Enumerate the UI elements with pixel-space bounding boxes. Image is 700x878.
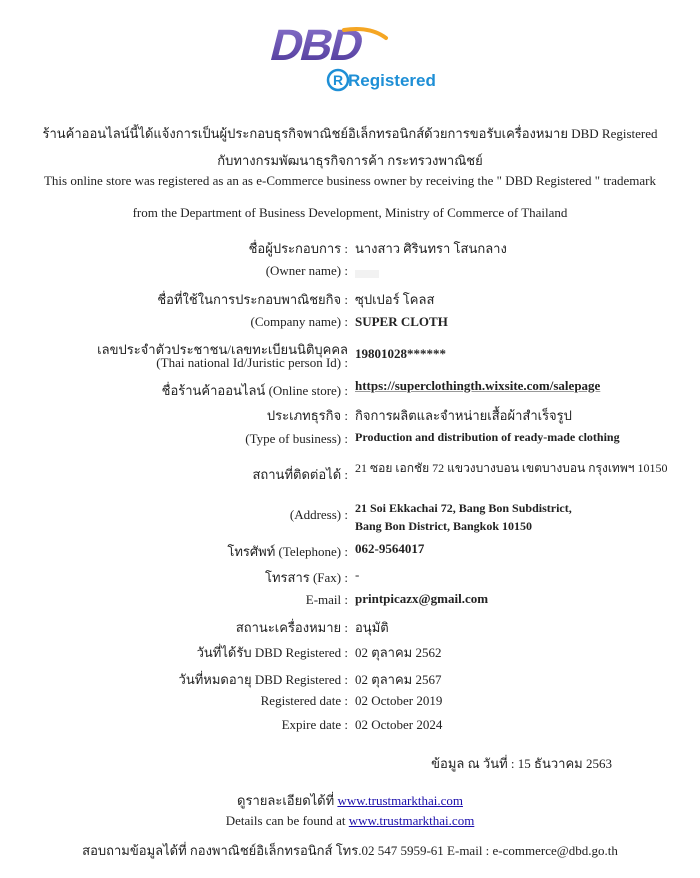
id-value: 19801028****** (355, 346, 446, 361)
footer-details-thai-prefix: ดูรายละเอียดได้ที่ (237, 793, 335, 808)
header-thai-line-1: ร้านค้าออนไลน์นี้ได้แจ้งการเป็นผู้ประกอบธุรกิจพาณิชย์อิเล็กทรอนิกส์ด้วยการขอรับเครื่องหมาย DBD Registered (42, 126, 658, 141)
header-thai-line-2: กับทางกรมพัฒนาธุรกิจการค้า กระทรวงพาณิชย์ (217, 153, 483, 168)
registered-date-thai-label: วันที่ได้รับ DBD Registered : (196, 645, 348, 660)
company-name-english-label: (Company name) : (250, 314, 348, 329)
footer-contact-info: สอบถามข้อมูลได้ที่ กองพาณิชย์อิเล็กทรอนิกส์ โทร.02 547 5959-61 E-mail : e-commerce@dbd.go.th (82, 843, 618, 858)
company-name-thai-value: ซุปเปอร์ โคลส (355, 292, 435, 307)
registered-date-thai-value: 02 ตุลาคม 2562 (355, 645, 442, 660)
address-english-label: (Address) : (289, 507, 348, 522)
address-thai-label: สถานที่ติดต่อได้ : (252, 467, 348, 482)
online-store-link[interactable] (355, 378, 600, 394)
id-label-english: (Thai national Id/Juristic person Id) : (156, 355, 348, 370)
status-label: สถานะเครื่องหมาย : (235, 620, 348, 635)
expire-date-thai-value: 02 ตุลาคม 2567 (355, 672, 442, 687)
dbd-registered-logo (258, 20, 448, 100)
id-label-thai: เลขประจำตัวประชาชน/เลขทะเบียนนิติบุคคล (97, 342, 348, 357)
footer-details-thai (0, 790, 700, 811)
registered-date-english-label: Registered date : (260, 693, 348, 708)
email-label: E-mail : (305, 592, 348, 607)
address-english-line-1: 21 Soi Ekkachai 72, Bang Bon Subdistrict, (355, 501, 572, 515)
expire-date-thai-label: วันที่หมดอายุ DBD Registered : (178, 672, 348, 687)
data-as-of-date: ข้อมูล ณ วันที่ : 15 ธันวาคม 2563 (431, 756, 612, 771)
fax-value: - (355, 567, 360, 582)
expire-date-english-label: Expire date : (281, 717, 348, 732)
registered-text: Registered (348, 71, 436, 90)
company-name-english-value: SUPER CLOTH (355, 314, 448, 329)
header-english-line-2: from the Department of Business Development, Ministry of Commerce of Thailand (132, 205, 568, 220)
footer-details-english-prefix: Details can be found at (225, 813, 346, 828)
business-type-thai-value: กิจการผลิตและจำหน่ายเสื้อผ้าสำเร็จรูป (355, 408, 572, 423)
status-value: อนุมัติ (355, 620, 389, 635)
address-thai-value: 21 ซอย เอกชัย 72 แขวงบางบอน เขตบางบอน กรุงเทพฯ 10150 (355, 461, 668, 475)
footer-details-english (0, 813, 700, 829)
fax-label: โทรสาร (Fax) : (264, 570, 348, 585)
address-english-line-2: Bang Bon District, Bangkok 10150 (355, 519, 533, 533)
header-english-line-1: This online store was registered as an as e-Commerce business owner by receiving the " DBD Registered " trademark (43, 173, 657, 188)
business-type-english-value: Production and distribution of ready-made clothing (355, 430, 620, 444)
telephone-label: โทรศัพท์ (Telephone) : (227, 544, 348, 559)
email-value: printpicazx@gmail.com (355, 591, 489, 606)
business-type-thai-label: ประเภทธุรกิจ : (266, 408, 348, 423)
owner-name-english-label: (Owner name) : (265, 263, 348, 278)
redacted-block (355, 270, 379, 278)
business-type-english-label: (Type of business) : (245, 431, 348, 446)
trustmark-link-english[interactable]: www.trustmarkthai.com (348, 813, 475, 828)
company-name-thai-label: ชื่อที่ใช้ในการประกอบพาณิชยกิจ : (157, 292, 348, 307)
expire-date-english-value: 02 October 2024 (355, 717, 443, 732)
dbd-brand-text: DBD (265, 21, 367, 70)
owner-name-thai-value: นางสาว ศิรินทรา โสนกลาง (355, 241, 507, 256)
owner-name-english-redacted (355, 265, 379, 281)
online-store-url[interactable]: https://superclothingth.wixsite.com/salepage (355, 378, 601, 393)
trustmark-link-thai[interactable]: www.trustmarkthai.com (337, 793, 463, 808)
online-store-label: ชื่อร้านค้าออนไลน์ (Online store) : (161, 383, 348, 398)
registered-date-english-value: 02 October 2019 (355, 693, 443, 708)
registered-r-mark: R (332, 72, 344, 88)
owner-name-thai-label: ชื่อผู้ประกอบการ : (248, 241, 348, 256)
telephone-value: 062-9564017 (355, 541, 425, 556)
